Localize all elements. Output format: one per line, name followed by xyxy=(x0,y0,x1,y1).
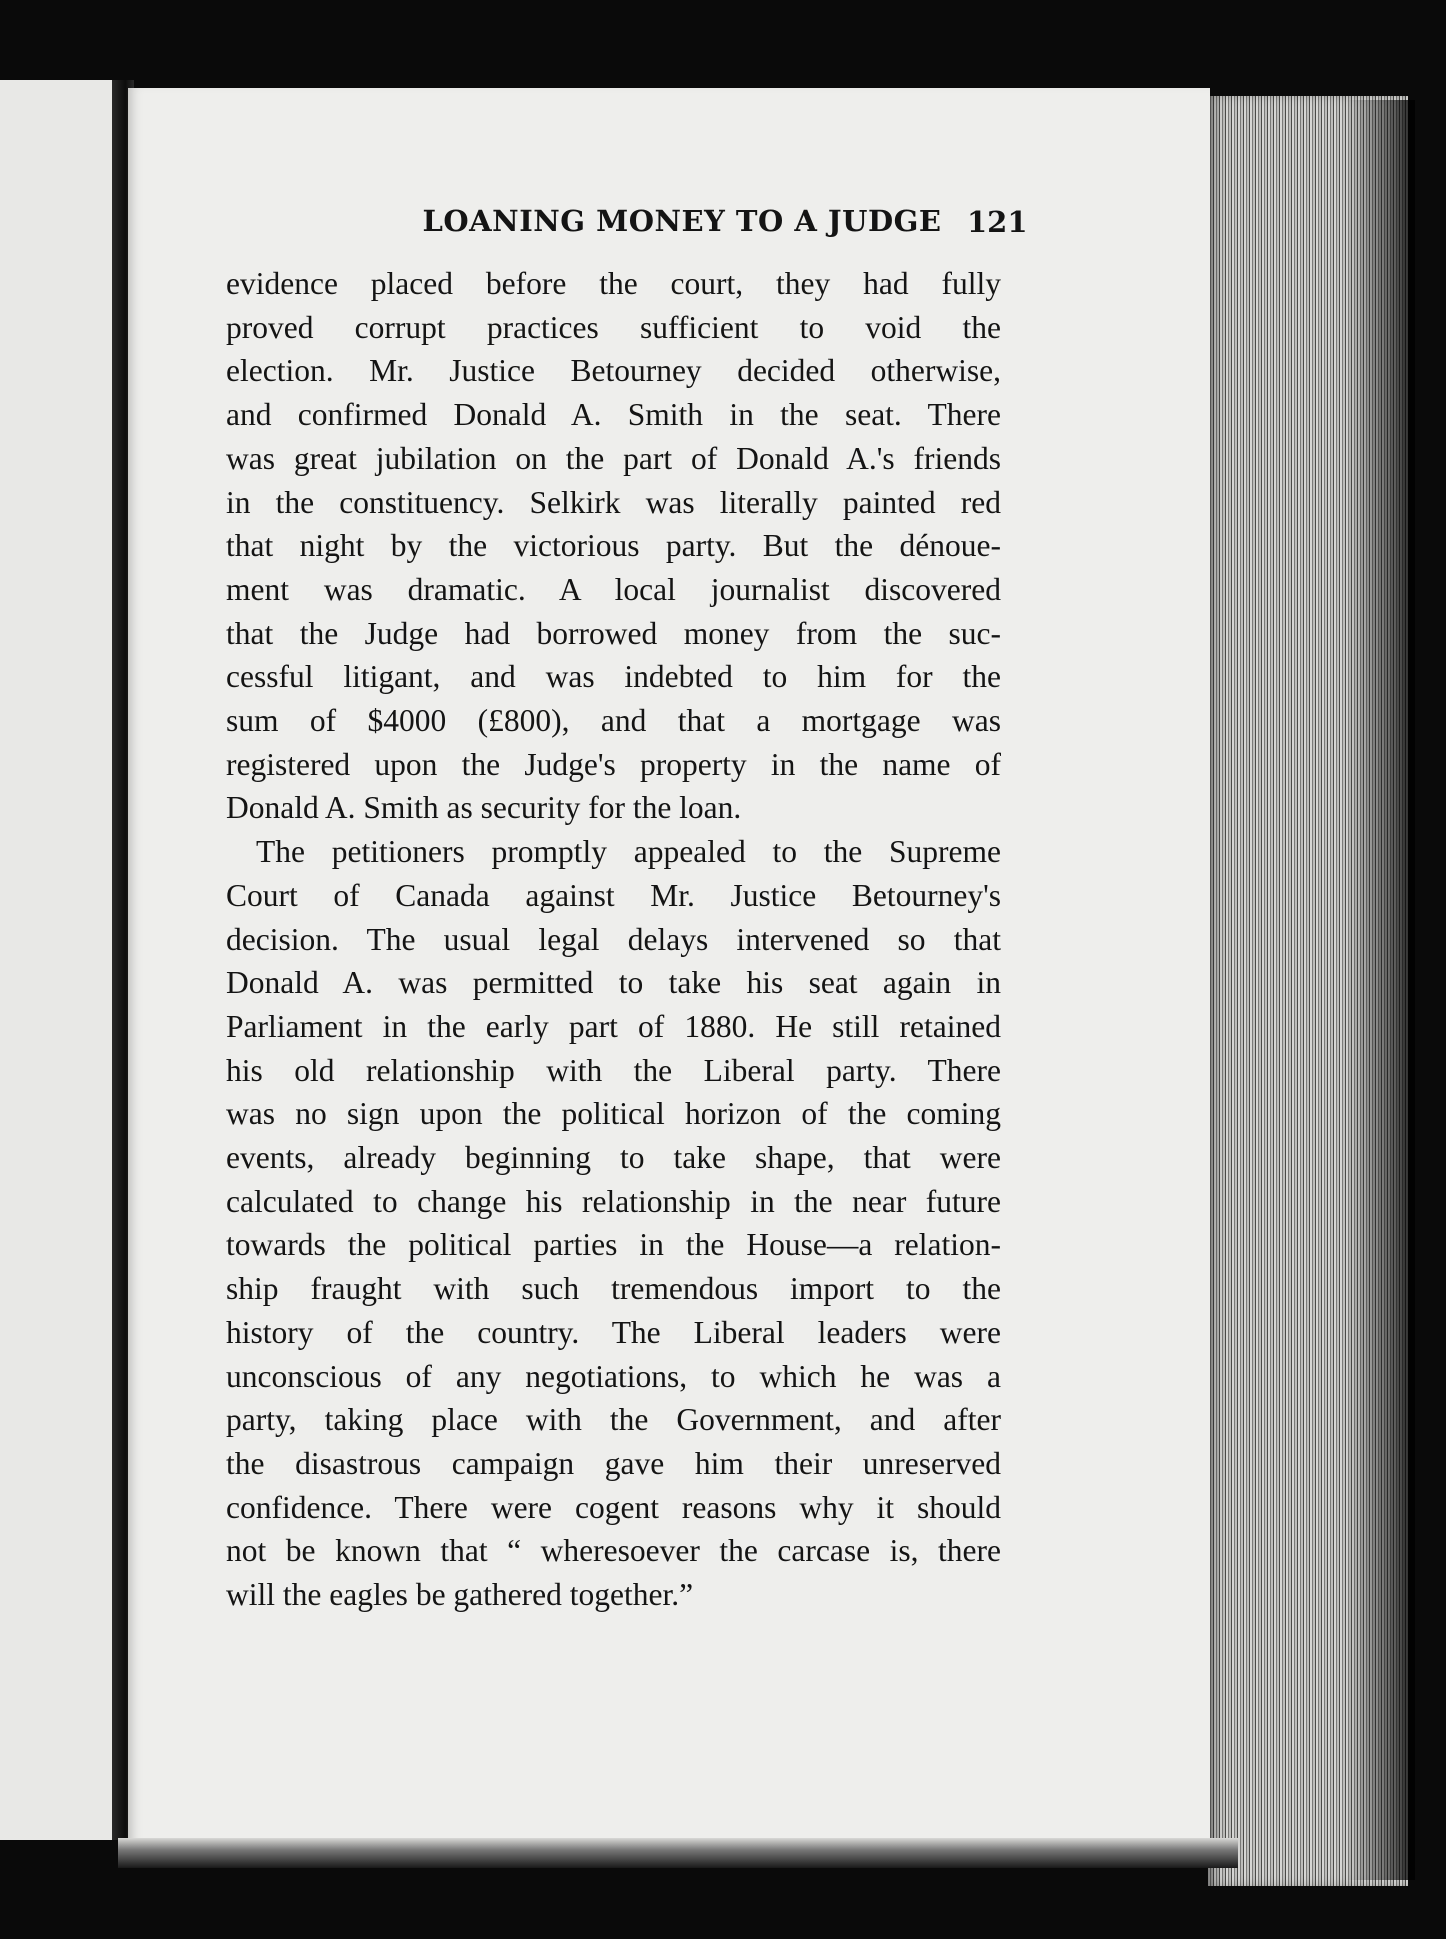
text-line: The petitioners promptly appealed to the Supreme xyxy=(256,834,1001,870)
text-line: cessful litigant, and was indebted to him for the xyxy=(226,659,1001,695)
text-line: in the constituency. Selkirk was literally painted red xyxy=(226,484,1001,520)
text-line: history of the country. The Liberal leaders were xyxy=(226,1314,1001,1350)
text-line: the disastrous campaign gave him their unreserved xyxy=(226,1445,1001,1481)
text-line: events, already beginning to take shape, that were xyxy=(226,1140,1001,1176)
text-line: sum of $4000 (£800), and that a mortgage was xyxy=(226,703,1001,739)
page-bottom-edge xyxy=(118,1838,1238,1868)
page-number: 121 xyxy=(967,205,1028,239)
text-line: unconscious of any negotiations, to which he was a xyxy=(226,1358,1001,1394)
text-line: confidence. There were cogent reasons why it should xyxy=(226,1489,1001,1525)
page-block-shadow xyxy=(1345,100,1415,1880)
text-line: that the Judge had borrowed money from the suc- xyxy=(226,615,1001,651)
text-line: Donald A. Smith as security for the loan. xyxy=(226,790,742,826)
text-line: Donald A. was permitted to take his seat again in xyxy=(226,965,1001,1001)
text-line: Court of Canada against Mr. Justice Betourney's xyxy=(226,877,1001,913)
text-line: Parliament in the early part of 1880. He still retained xyxy=(226,1008,1001,1044)
text-line: registered upon the Judge's property in the name of xyxy=(226,746,1001,782)
text-line: election. Mr. Justice Betourney decided otherwise, xyxy=(226,353,1001,389)
text-line: calculated to change his relationship in the near future xyxy=(226,1183,1001,1219)
text-line: decision. The usual legal delays intervened so that xyxy=(226,921,1001,957)
facing-page-edge xyxy=(0,80,118,1840)
text-line: was great jubilation on the part of Donald A.'s friends xyxy=(226,440,1001,476)
text-line: his old relationship with the Liberal party. There xyxy=(226,1052,1001,1088)
text-line: evidence placed before the court, they had fully xyxy=(226,266,1001,301)
text-line: proved corrupt practices sufficient to void the xyxy=(226,309,1001,345)
text-line: towards the political parties in the House—a relation- xyxy=(226,1227,1001,1263)
text-line: ment was dramatic. A local journalist discovered xyxy=(226,571,1001,607)
text-line: will the eagles be gathered together.” xyxy=(226,1577,694,1613)
text-line: that night by the victorious party. But the dénoue- xyxy=(226,528,1001,564)
text-line: was no sign upon the political horizon of the coming xyxy=(226,1096,1001,1132)
body-text xyxy=(226,262,1001,1617)
text-line: party, taking place with the Government, and after xyxy=(226,1402,1001,1438)
text-line: not be known that “ wheresoever the carcase is, there xyxy=(226,1533,1001,1569)
running-head: LOANING MONEY TO A JUDGE xyxy=(422,204,942,238)
text-line: and confirmed Donald A. Smith in the seat. There xyxy=(226,397,1001,433)
text-line: ship fraught with such tremendous import to the xyxy=(226,1271,1001,1307)
